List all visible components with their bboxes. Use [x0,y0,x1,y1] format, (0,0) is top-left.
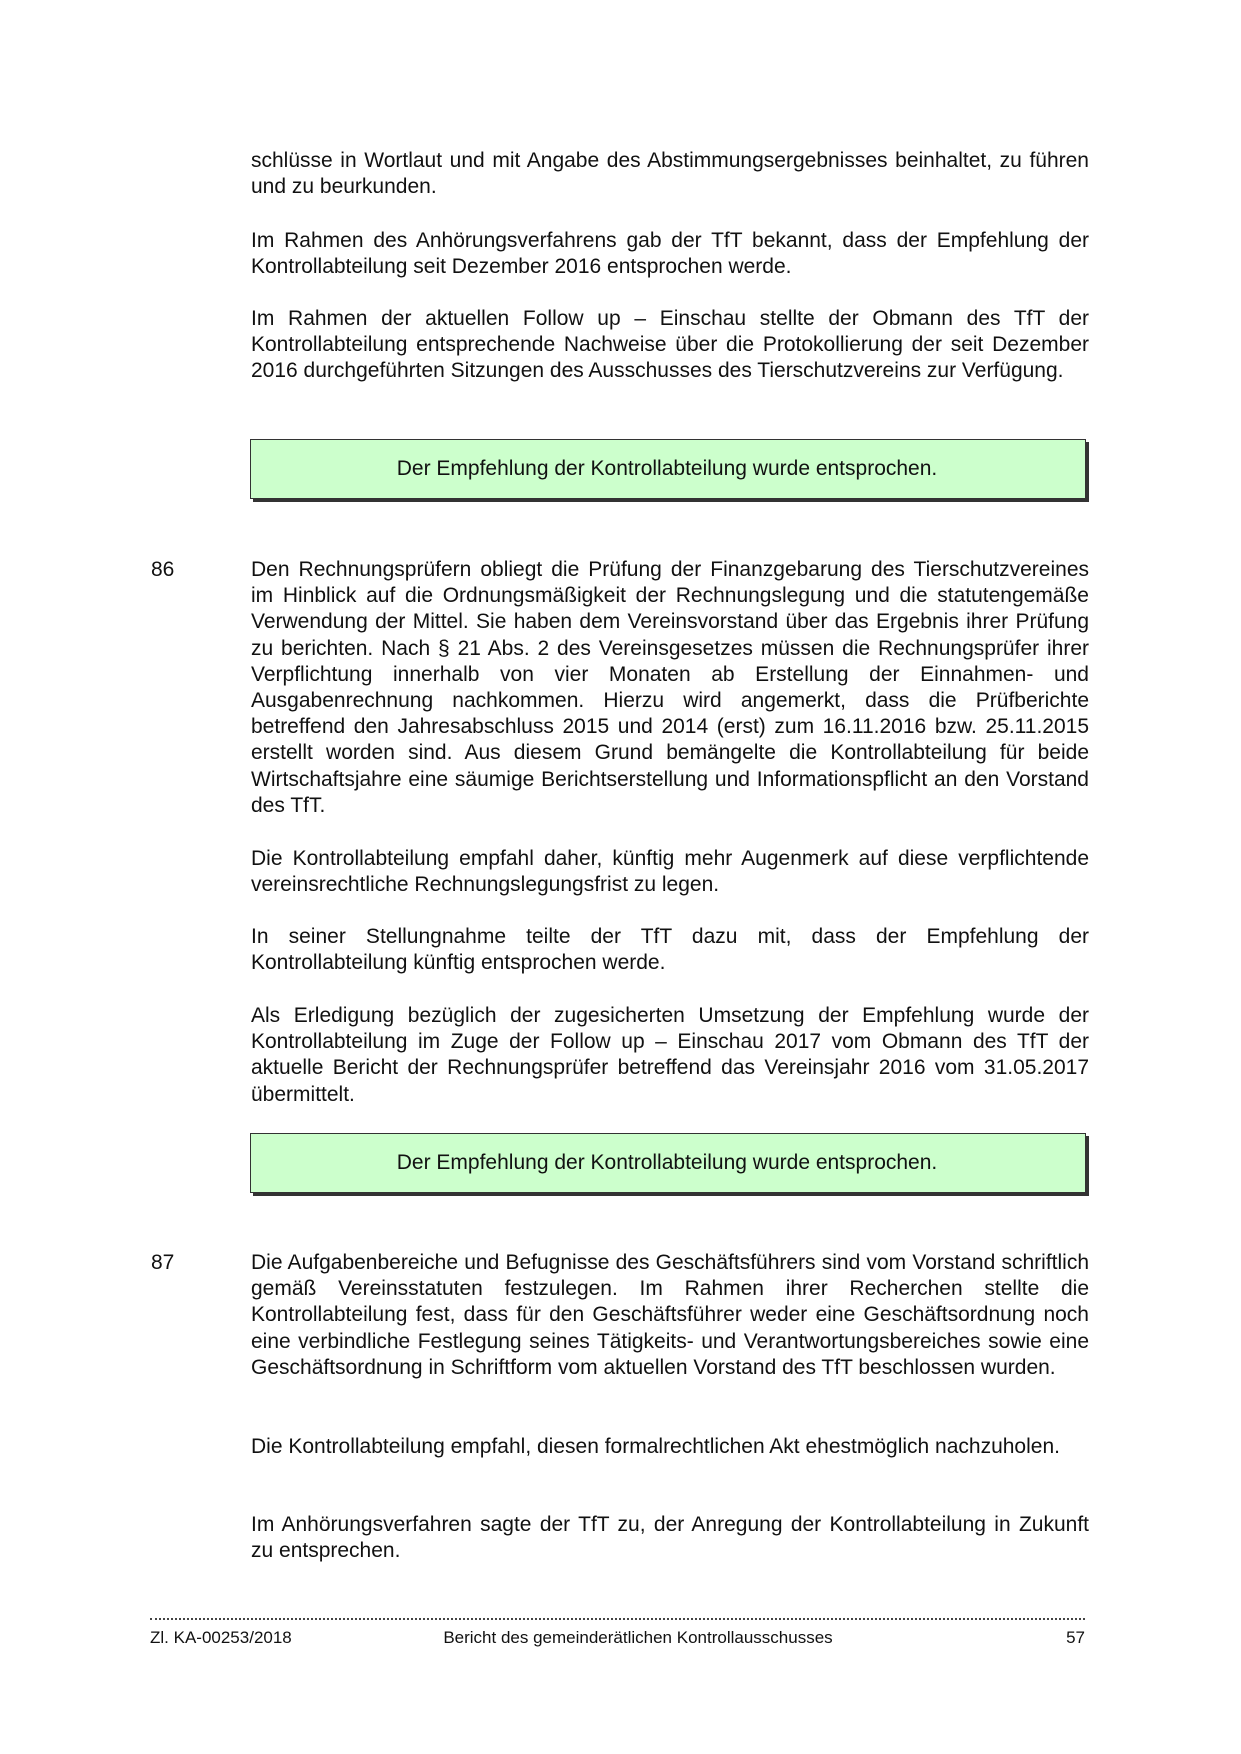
paragraph-continuation: schlüsse in Wortlaut und mit Angabe des Abstimmungsergebnisses beinhaltet, zu führen und zu beurkunden. [251,149,1089,199]
paragraph-recommendation-86: Die Kontrollabteilung empfahl daher, künftig mehr Augenmerk auf diese verpflichtende vereinsrechtliche Rechnungslegungsfrist zu legen. [251,847,1089,897]
paragraph-recommendation-87: Die Kontrollabteilung empfahl, diesen formalrechtlichen Akt ehestmöglich nachzuholen. [251,1435,1060,1458]
result-box-2-text: Der Empfehlung der Kontrollabteilung wurde entsprochen. [396,1151,938,1174]
result-box-2 [250,1133,1086,1193]
paragraph-statement-86: In seiner Stellungnahme teilte der TfT dazu mit, dass der Empfehlung der Kontrollabteilung künftig entsprochen werde. [251,925,1089,975]
paragraph-hearing-87: Im Anhörungsverfahren sagte der TfT zu, der Anregung der Kontrollabteilung in Zukunft zu entsprechen. [251,1513,1089,1563]
section-number-87: 87 [151,1251,175,1274]
result-box-1-text: Der Empfehlung der Kontrollabteilung wurde entsprochen. [396,457,938,480]
section-number-86: 86 [151,558,175,581]
paragraph-managing-director: Die Aufgabenbereiche und Befugnisse des Geschäftsführers sind vom Vorstand schriftlich gemäß Vereinsstatuten festzulegen. Im Rahmen ihrer Recherchen stellte die Kontrollabteilung fest, dass für den Geschäftsführer weder eine Geschäftsordnung noch eine verbindliche Festlegung seines Tätigkeits- und Verantwortungsbereiches sowie eine Geschäftsordnung in Schriftform vom aktuellen Vorstand des TfT beschlossen wurden. [251,1251,1089,1379]
paragraph-auditors-obligation: Den Rechnungsprüfern obliegt die Prüfung der Finanzgebarung des Tierschutzvereines im Hinblick auf die Ordnungsmäßigkeit der Rechnungslegung und die statutengemäße Verwendung der Mittel. Sie haben dem Vereinsvorstand über das Ergebnis ihrer Prüfung zu berichten. Nach § 21 Abs. 2 des Vereinsgesetzes müssen die Rechnungsprüfer ihrer Verpflichtung innerhalb von vier Monaten ab Erstellung der Einnahmen- und Ausgabenrechnung nachkommen. Hierzu wird angemerkt, dass die Prüfberichte betreffend den Jahresabschluss 2015 und 2014 (erst) zum 16.11.2016 bzw. 25.11.2015 erstellt worden sind. Aus diesem Grund bemängelte die Kontrollabteilung für beide Wirtschaftsjahre eine säumige Berichtserstellung und Informationspflicht an den Vorstand des TfT. [251,558,1089,817]
footer-divider [150,1618,1085,1620]
paragraph-follow-up-evidence: Im Rahmen der aktuellen Follow up – Einschau stellte der Obmann des TfT der Kontrollabteilung entsprechende Nachweise über die Protokollierung der seit Dezember 2016 durchgeführten Sitzungen des Ausschusses des Tierschutzvereins zur Verfügung. [251,307,1089,383]
page-number: 57 [1066,1628,1085,1647]
result-box-1 [250,439,1086,499]
paragraph-settlement-86: Als Erledigung bezüglich der zugesicherten Umsetzung der Empfehlung wurde der Kontrollabteilung im Zuge der Follow up – Einschau 2017 vom Obmann des TfT der aktuelle Bericht der Rechnungsprüfer betreffend das Vereinsjahr 2016 vom 31.05.2017 übermittelt. [251,1004,1089,1106]
footer-title: Bericht des gemeinderätlichen Kontrollausschusses [443,1628,833,1647]
footer-reference: Zl. KA-00253/2018 [150,1628,292,1647]
paragraph-hearing-procedure: Im Rahmen des Anhörungsverfahrens gab der TfT bekannt, dass der Empfehlung der Kontrollabteilung seit Dezember 2016 entsprochen werde. [251,229,1089,279]
